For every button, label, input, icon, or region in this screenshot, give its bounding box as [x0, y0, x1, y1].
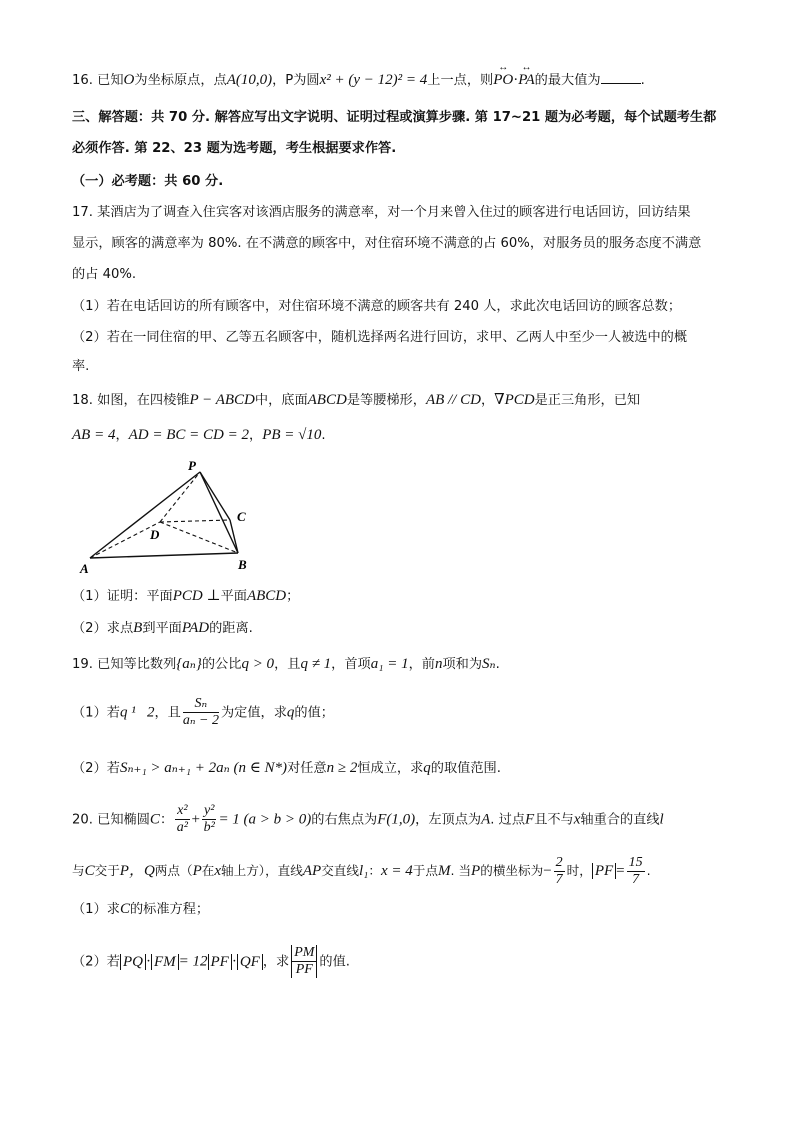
text: （1）若	[72, 705, 120, 721]
math: F(1,0)	[377, 811, 416, 828]
edge-pa	[90, 472, 200, 558]
math: C	[119, 901, 130, 917]
math: PCD ⊥	[172, 588, 221, 604]
text: ：	[159, 812, 174, 828]
text: ，首项	[331, 657, 371, 672]
math: PB = √10	[262, 427, 322, 443]
text: 的公比	[201, 657, 242, 672]
label-a: A	[80, 561, 89, 576]
edge-cb	[230, 520, 238, 553]
section-3-line-1: 三、解答题：共 70 分. 解答应写出文字说明、证明过程或演算步骤. 第 17~21 题为必考题，每个试题考生都	[72, 110, 717, 125]
text: （2）求点	[72, 621, 134, 636]
math: C	[149, 811, 160, 828]
text: （2）若	[72, 761, 120, 776]
math: q ¹ 2	[119, 704, 155, 721]
text: 是正三角形，已知	[534, 393, 641, 408]
math: =	[616, 863, 625, 879]
math: O	[123, 72, 135, 88]
math: {aₙ}	[176, 656, 202, 672]
section-3-line-2: 必须作答. 第 22、23 题为选考题，考生根据要求作答.	[72, 141, 397, 156]
text: 20. 已知椭圆	[72, 812, 150, 828]
math: q > 0	[241, 656, 275, 672]
q17-line-2: 显示，顾客的满意率为 80%. 在不满意的顾客中，对住宿环境不满意的占 60%，对服务员的服务态度不满意	[72, 236, 702, 251]
math: F	[525, 811, 535, 828]
text: 且不与	[534, 812, 574, 828]
text: 的值.	[319, 954, 350, 970]
fraction	[175, 803, 189, 836]
pyramid-hidden-edges	[90, 472, 238, 558]
math: Sₙ	[482, 656, 496, 672]
text: 为坐标原点，点	[134, 73, 227, 88]
edge-pb	[200, 472, 238, 553]
text: 的距离.	[209, 621, 253, 636]
text: 18. 如图，在四棱锥	[72, 393, 190, 408]
text: ，	[115, 428, 129, 443]
text: 项和为	[442, 657, 483, 672]
denominator: 7	[555, 872, 563, 887]
text: 到平面	[142, 621, 182, 636]
q17-line-1: 17. 某酒店为了调查入住宾客对该酒店服务的满意率，对一个月来曾入住过的顾客进行电话回访，回访结果	[72, 205, 691, 220]
fraction	[627, 855, 645, 888]
text: 的最大值为	[534, 73, 601, 88]
q18-part-2	[72, 618, 253, 639]
text: 在	[201, 863, 215, 878]
math: ·	[145, 953, 151, 970]
text: . 当	[450, 863, 472, 878]
q20-part-1	[72, 899, 209, 920]
fraction	[291, 945, 317, 978]
q17-part-1: （1）若在电话回访的所有顾客中，对住宿环境不满意的顾客共有 240 人，求此次电话回访的顾客总数；	[72, 299, 682, 314]
text: ，且	[274, 657, 301, 672]
math: ·	[231, 953, 237, 970]
math: q	[423, 760, 431, 776]
vector-pa: ↔ PA	[518, 70, 534, 90]
text: （2）若	[72, 954, 120, 970]
math: AD = BC = CD = 2	[128, 427, 250, 443]
text: 19. 已知等比数列	[72, 657, 177, 672]
text: ，	[480, 393, 495, 408]
math: x	[573, 811, 581, 828]
text: 于点	[412, 863, 438, 878]
text: 的取值范围.	[430, 761, 501, 776]
numerator: 2	[555, 855, 563, 870]
math: ABCD	[307, 392, 347, 408]
numerator: Sₙ	[183, 696, 219, 713]
vector-po: ↔ PO	[493, 70, 513, 90]
text: （1）证明：平面	[72, 589, 173, 604]
denominator: a²	[176, 820, 188, 835]
text: .	[640, 73, 645, 88]
text: 的右焦点为	[311, 812, 378, 828]
text: 为定值，求	[220, 705, 287, 721]
answer-blank	[601, 71, 641, 84]
text: ，前	[408, 657, 435, 672]
math: PQ	[120, 954, 146, 970]
math: a₁ = 1	[370, 656, 409, 672]
text: 与	[72, 863, 85, 878]
label-p: P	[188, 458, 196, 473]
edge-ab	[90, 553, 238, 558]
math: q ≠ 1	[300, 656, 332, 672]
math: P	[192, 863, 202, 879]
text: . 过点	[490, 812, 526, 828]
text: ，左顶点为	[415, 812, 482, 828]
edge-pc	[200, 472, 230, 520]
math: l₁	[358, 863, 369, 879]
math: = 12	[178, 953, 208, 970]
math: P − ABCD	[189, 392, 255, 408]
section-3-sub: （一）必考题：共 60 分.	[72, 174, 224, 189]
math: −	[543, 863, 552, 879]
math: = 1 (a > b > 0)	[218, 811, 312, 828]
edge-dc	[160, 520, 230, 522]
text: ，	[249, 428, 263, 443]
q20-line-2	[72, 855, 651, 888]
text: （1）求	[72, 902, 120, 917]
text: 是等腰梯形，	[346, 393, 426, 408]
math: AB = 4	[72, 427, 116, 443]
text: 的标准方程；	[129, 902, 210, 917]
text: ；	[286, 589, 300, 604]
text: 的值；	[294, 705, 334, 721]
label-c: C	[237, 509, 246, 524]
q17-part-2b: 率.	[72, 359, 90, 374]
math: PAD	[181, 620, 210, 636]
math: B	[133, 620, 143, 636]
math: QF	[237, 954, 263, 970]
text: 轴重合的直线	[580, 812, 660, 828]
label-d: D	[150, 527, 160, 542]
math: x	[214, 863, 222, 879]
text: 时，	[566, 863, 592, 878]
dot: ·	[513, 72, 519, 88]
fraction	[202, 803, 216, 836]
q17-line-3: 的占 40%.	[72, 267, 137, 282]
text: .	[646, 863, 651, 878]
text: ，且	[154, 705, 181, 721]
q20-line-1	[72, 803, 664, 836]
text: .	[321, 428, 326, 443]
math: A	[481, 811, 491, 828]
math: P，Q	[119, 863, 155, 879]
math: x = 4	[380, 863, 413, 879]
label-b: B	[238, 557, 247, 572]
q18-line-1	[72, 390, 640, 411]
math: l	[659, 811, 664, 828]
math: AP	[302, 863, 322, 879]
math: P	[471, 863, 481, 879]
denominator: b²	[203, 820, 215, 835]
math-circle: x² + (y − 12)² = 4	[319, 72, 428, 88]
text: 16. 已知	[72, 73, 124, 88]
pyramid-figure	[70, 455, 290, 580]
text: 轴上方），直线	[221, 863, 303, 878]
numerator: 15	[628, 855, 643, 870]
text: .	[495, 657, 500, 672]
math: C	[84, 863, 95, 879]
edge-pd	[160, 472, 200, 522]
q18-part-1	[72, 586, 299, 607]
math: AB // CD	[425, 392, 481, 408]
text: ，P为圆	[272, 73, 320, 88]
numerator: x²	[177, 803, 188, 818]
q17-part-2a: （2）若在一同住宿的甲、乙等五名顾客中，随机选择两名进行回访，求甲、乙两人中至少一人被选中的概	[72, 330, 688, 345]
math: n	[434, 656, 443, 672]
numerator: y²	[204, 803, 215, 818]
text: 两点（	[154, 863, 193, 878]
text: 中，底面	[254, 393, 308, 408]
math: M	[437, 863, 451, 879]
text: 的横坐标为	[480, 863, 544, 878]
math: Sₙ₊₁ > aₙ₊₁ + 2aₙ (n ∈ N*)	[119, 760, 288, 776]
q20-part-2	[72, 945, 350, 978]
math: +	[191, 811, 201, 828]
math: n ≥ 2	[326, 760, 358, 776]
text: 对任意	[287, 761, 327, 776]
math: ABCD	[246, 588, 287, 604]
math: PF	[592, 863, 616, 879]
q16-line	[72, 70, 645, 91]
q19-part-2	[72, 758, 501, 779]
text: 平面	[220, 589, 247, 604]
pyramid-solid-edges	[90, 472, 238, 558]
fraction	[554, 855, 565, 888]
math: ∇PCD	[494, 392, 535, 408]
math: q	[286, 704, 295, 721]
fraction	[183, 696, 219, 729]
q19-line-1	[72, 654, 500, 675]
text: ，求	[262, 954, 290, 970]
text: 交于	[94, 863, 120, 878]
math-point-a: A(10,0)	[226, 72, 273, 88]
text: 恒成立，求	[357, 761, 424, 776]
q19-part-1	[72, 696, 334, 729]
text: ：	[368, 863, 381, 878]
text: 交直线	[321, 863, 359, 878]
math: PF	[208, 954, 232, 970]
denominator: aₙ − 2	[182, 713, 219, 728]
q18-line-2	[72, 425, 326, 446]
denominator: 7	[632, 872, 640, 887]
text: 上一点，则	[427, 73, 494, 88]
numerator: PM	[291, 945, 317, 962]
math: FM	[151, 954, 179, 970]
denominator: PF	[291, 962, 317, 978]
